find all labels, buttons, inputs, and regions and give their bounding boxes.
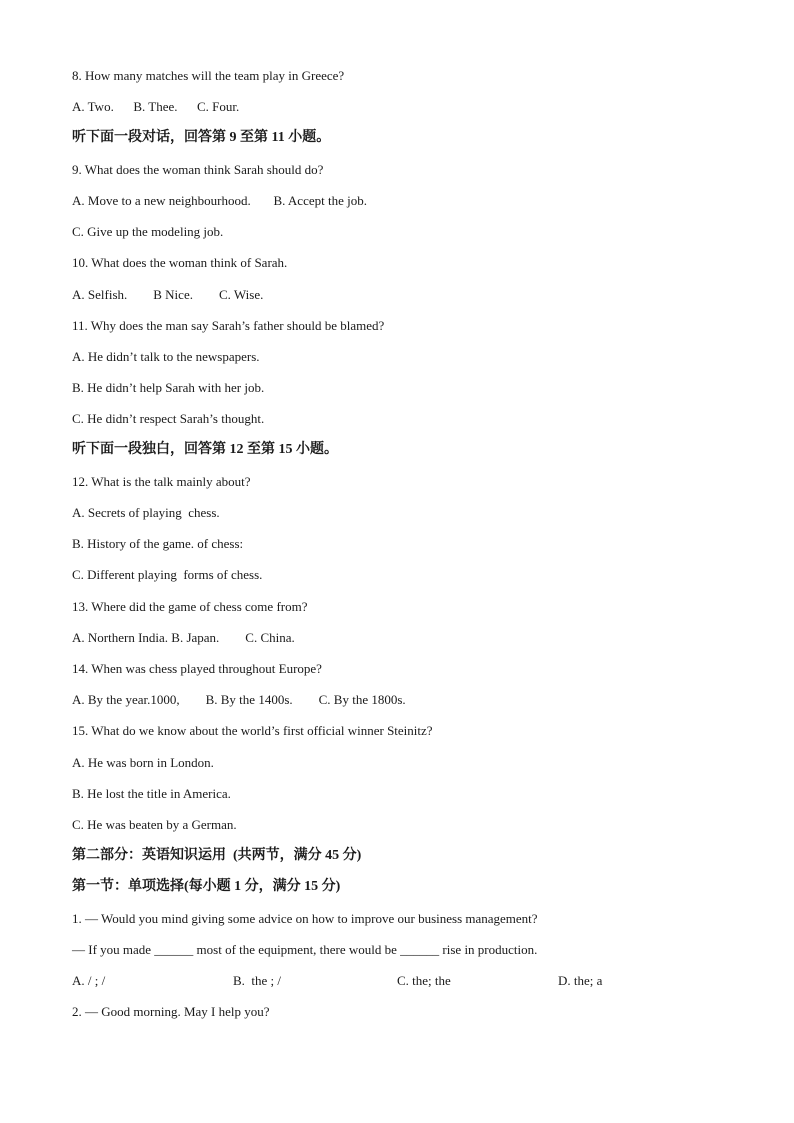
question-11: 11. Why does the man say Sarah’s father should be blamed? (72, 318, 385, 333)
section-one-heading: 第一节：单项选择(每小题 1 分，满分 15 分) (72, 879, 341, 894)
question-12-option-a: A. Secrets of playing chess. (72, 505, 220, 520)
question-15-option-c: C. He was beaten by a German. (72, 817, 237, 832)
grammar-question-1-reply: — If you made ______ most of the equipment, there would be ______ rise in production. (72, 942, 538, 957)
question-8-options: A. Two. B. Thee. C. Four. (72, 99, 240, 114)
grammar-question-1-option-a: A. / ; / (72, 973, 106, 988)
question-10-options: A. Selfish. B Nice. C. Wise. (72, 287, 264, 302)
question-13-options: A. Northern India. B. Japan. C. China. (72, 630, 295, 645)
question-15-option-a: A. He was born in London. (72, 755, 214, 770)
question-14: 14. When was chess played throughout Europe? (72, 661, 322, 676)
section-heading-9-11: 听下面一段对话，回答第 9 至第 11 小题。 (72, 130, 331, 145)
question-9: 9. What does the woman think Sarah should do? (72, 162, 324, 177)
question-8: 8. How many matches will the team play in Greece? (72, 68, 345, 83)
part-two-heading: 第二部分：英语知识运用 (共两节，满分 45 分) (72, 848, 362, 863)
question-14-options: A. By the year.1000, B. By the 1400s. C. By the 1800s. (72, 692, 406, 707)
question-15-option-b: B. He lost the title in America. (72, 786, 231, 801)
grammar-question-2: 2. — Good morning. May I help you? (72, 1004, 270, 1019)
grammar-question-1: 1. — Would you mind giving some advice on how to improve our business management? (72, 911, 538, 926)
section-heading-12-15: 听下面一段独白，回答第 12 至第 15 小题。 (72, 442, 338, 457)
question-12: 12. What is the talk mainly about? (72, 474, 251, 489)
question-13: 13. Where did the game of chess come from? (72, 599, 308, 614)
question-12-option-b: B. History of the game. of chess: (72, 536, 244, 551)
grammar-question-1-option-b: B. the ; / (233, 973, 282, 988)
question-11-option-b: B. He didn’t help Sarah with her job. (72, 380, 265, 395)
question-11-option-c: C. He didn’t respect Sarah’s thought. (72, 411, 265, 426)
question-11-option-a: A. He didn’t talk to the newspapers. (72, 349, 260, 364)
grammar-question-1-option-d: D. the; a (558, 973, 603, 988)
question-10: 10. What does the woman think of Sarah. (72, 255, 288, 270)
question-15: 15. What do we know about the world’s first official winner Steinitz? (72, 723, 433, 738)
question-9-options: A. Move to a new neighbourhood. B. Accept the job. (72, 193, 367, 208)
question-12-option-c: C. Different playing forms of chess. (72, 567, 263, 582)
grammar-question-1-option-c: C. the; the (397, 973, 451, 988)
question-9-option-c: C. Give up the modeling job. (72, 224, 224, 239)
